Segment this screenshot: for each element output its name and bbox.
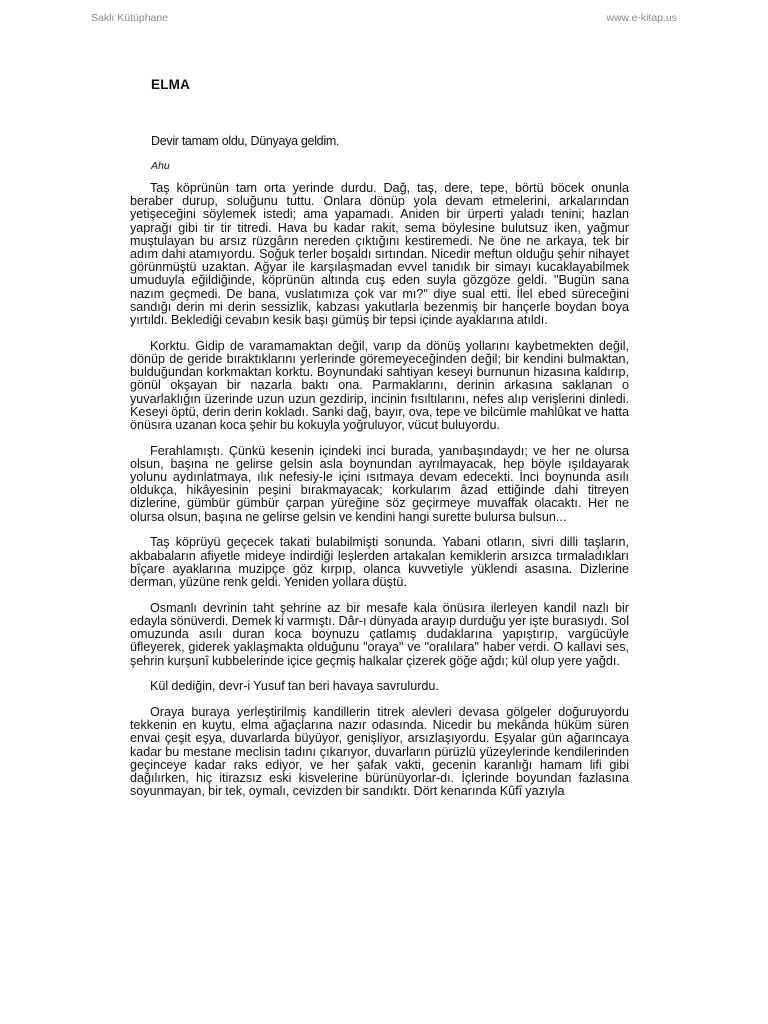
document-body (130, 77, 629, 798)
paragraph: Kül dediğin, devr-i Yusuf tan beri havaya savrulurdu. (150, 679, 439, 694)
document-title: ELMA (151, 77, 191, 92)
paragraph: Korktu. Gidip de varamamaktan değil, varıp da dönüş yollarını kaybetmekten değil, dönüp de geride bıraktıklarını yerlerinde göremeyeceğinden değil; bir kendini bulmaktan, bulduğundan korkmaktan korktu. Boynundaki sahtiyan keseyi burnunun hizasına kaldırıp, gönül okşayan bir nazarla baktı ona. Parmaklarını, derinin arkasına saklanan o yuvarlaklığın üzerinde uzun uzun gezdirip, incinin fısıltılarını, nefes alıp verişlerini dinledi. Keseyi öptü, derin derin kokladı. Sanki dağ, bayır, ova, tepe ve bilcümle mahlûkat ve hatta önüsıra uzanan koca şehir bu kokuyla yoğruluyor, vücut buluyordu. (130, 338, 629, 432)
paragraph: Taş köprüyü geçecek takati bulabilmişti sonunda. Yabani otların, sivri dilli taşların, akbabaların afiyetle mideye indirdiği leşlerden artakalan kemiklerin arsızca tırmaladıkları bîçare ayaklarına muzipçe göz kırpıp, olanca kuvvetiyle yüklendi asasına. Dizlerine derman, yüzüne renk geldi. Yeniden yollara düştü. (130, 535, 629, 589)
paragraph: Osmanlı devrinin taht şehrine az bir mesafe kala önüsıra ilerleyen kandil nazlı bir edayla sönüverdi. Demek ki varmıştı. Dâr-ı dünyada arayıp durduğu yer işte burasıydı. Sol omuzunda asılı duran koca boynuzu çatlamış dudaklarına yapıştırıp, vargücüyle üfleyerek, giderek yaklaşmakta olduğunu "oraya" ve "oralılara" haber verdi. O kallavi ses, şehrin kurşunî kubbelerinde içice geçmiş halkalar çizerek göğe ağdı; kül olup yere yağdı. (130, 600, 629, 668)
paragraph: Oraya buraya yerleştirilmiş kandillerin titrek alevleri devasa gölgeler doğuruyordu tekkenin en kuytu, elma ağaçlarına nazır odasında. Nicedir bu mekânda hüküm süren envai çeşit eşya, duvarlarda büyüyor, genişliyor, arsızlaşıyordu. Eşyalar gün ağarıncaya kadar bu mestane meclisin tadını çıkarıyor, duvarların pürüzlü yüzeylerinde kendilerinden geçinceye kadar raks ediyor, ve her şafak vakti, gecenin karanlığı hamam lifi gibi dağılırken, hiç itirazsız eski kisvelerine bürünüyorlar-dı. İçlerinde boyundan fazlasına soyunmayan, bir tek, oymalı, cevizden bir sandıktı. Dört kenarında Kûfî yazıyla (130, 704, 629, 799)
document-author: Ahu (151, 160, 170, 172)
paragraph: Ferahlamıştı. Çünkü kesenin içindeki inci burada, yanıbaşındaydı; ve her ne olursa olsun, başına ne gelirse gelsin asla boynundan ayrılmayacak, hep böyle ışıldayarak yolunu aydınlatmaya, ılık nefesiy-le içini ısıtmaya devam edecekti. İnci boynunda asılı oldukça, hikâyesinin peşini bırakmayacak; korkularım âzad ettiğinde dahi titreyen dizlerine, gümbür gümbür çarpan yüreğine söz geçirmeye muvaffak olacaktı. Her ne olursa olsun, başına ne gelirse gelsin ve kendini hangi surette bulursa bulsun... (130, 443, 629, 524)
paragraph: Taş köprünün tam orta yerinde durdu. Dağ, taş, dere, tepe, börtü böcek onunla beraber durup, soluğunu tuttu. Onlara dönüp yola devam etmelerini, arkalarından yetişeceğini söylemek istedi; ama yapamadı. Aniden bir ürperti yaladı tenini; hazlan yaprağı gibi tir tir titredi. Hava bu kadar rakit, sema böylesine bulutsuz iken, yağmur muştulayan bu arsız rüzgârın nereden çıktığını kestiremedi. Ne öne ne arkaya, tek bir adım dahi atamıyordu. Soğuk terler boşaldı sırtından. Nicedir meftun olduğu şehir nihayet görünmüştü uzaktan. Ağyar ile karşılaşmadan evvel tanıdık bir simayı kucaklayabilmek umuduyla eğildiğinde, köprünün altında cuş eden suyla gözgöze geldi. "Bugün sana nazım geçmedi. De bana, vuslatımıza çok var mı?" diye sual etti. İlel ebed süreceğini sandığı derin mi derin sessizlik, kabzası yakutlarla bezenmiş bir hançerle boydan boya yırtıldı. Beklediği cevabın kesik başı gümüş bir tepsi içinde ayaklarına atıldı. (130, 181, 629, 328)
page-header (91, 12, 677, 28)
header-site-url: www.e-kitap.us (606, 12, 677, 24)
header-site-name: Saklı Kütüphane (91, 12, 169, 24)
document-epigraph: Devir tamam oldu, Dünyaya geldim. (151, 134, 340, 148)
